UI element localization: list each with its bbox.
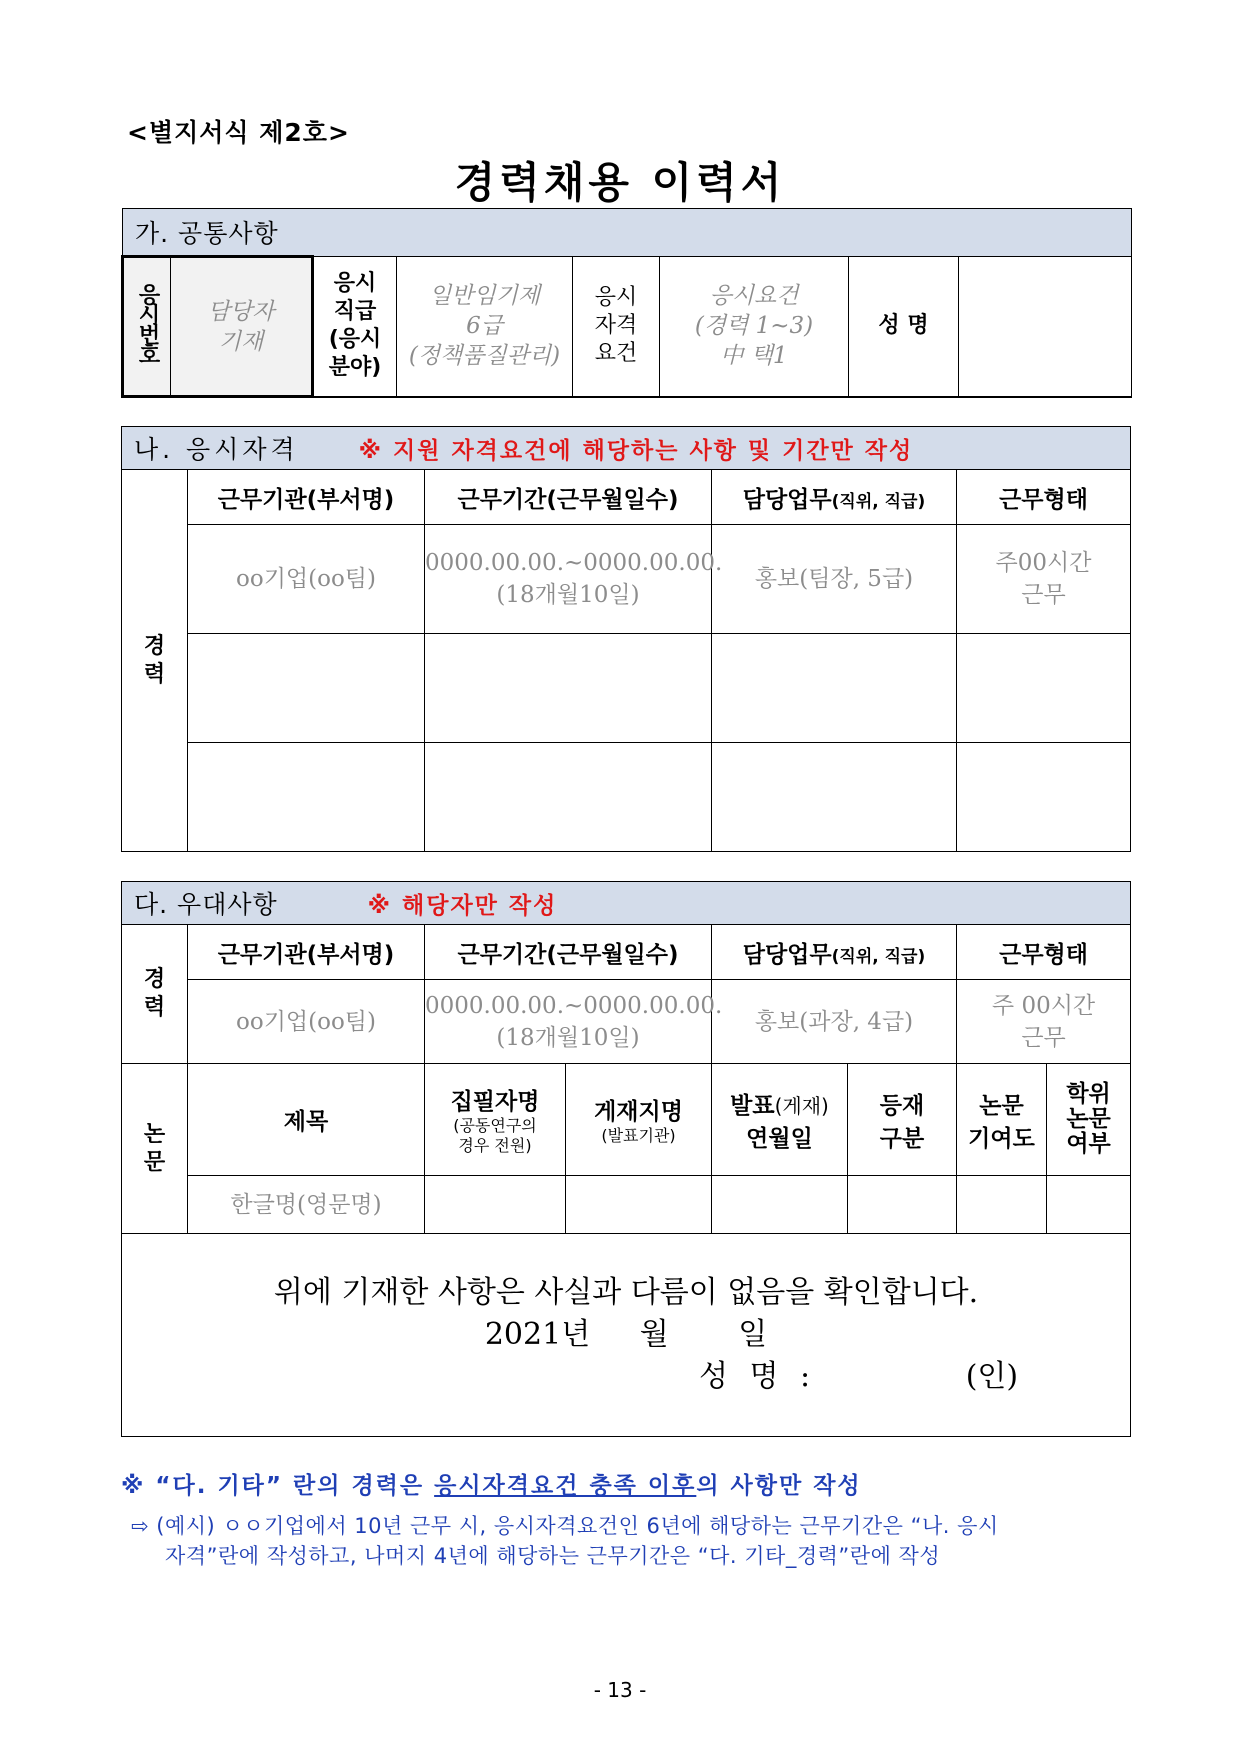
- table-row: [122, 525, 1131, 634]
- col-header-journal: 게재지명 (발표기관): [566, 1064, 712, 1176]
- career-row-label: 경 력: [122, 470, 188, 852]
- table-row: [122, 634, 1131, 743]
- cell-type[interactable]: 주 00시간 근무: [957, 980, 1131, 1064]
- cell-org[interactable]: [188, 634, 425, 743]
- qualification-value: 응시요건 (경력 1~3) 中 택1: [660, 257, 849, 397]
- table-row: [122, 1176, 1131, 1234]
- col-header-org: 근무기관(부서명): [188, 925, 425, 980]
- col-header-author: 집필자명 (공동연구의 경우 전원): [425, 1064, 566, 1176]
- cell-type[interactable]: [957, 634, 1131, 743]
- common-info-table: [121, 208, 1132, 398]
- cell-author[interactable]: [425, 1176, 566, 1234]
- qualification-career-table: [121, 426, 1131, 852]
- qualification-label: 응시 자격 요건: [573, 257, 660, 397]
- cell-org[interactable]: [188, 743, 425, 852]
- grade-label: 응시 직급 (응시 분야): [313, 257, 397, 397]
- form-code: <별지서식 제2호>: [127, 118, 350, 147]
- cell-type[interactable]: [957, 743, 1131, 852]
- col-header-type: 근무형태: [957, 470, 1131, 525]
- name-value-field[interactable]: [959, 257, 1132, 397]
- col-header-duty: 담당업무(직위, 직급): [712, 470, 957, 525]
- instruction-example: ⇨ (예시) ㅇㅇ기업에서 10년 근무 시, 응시자격요건인 6년에 해당하는 근무기간은 “나. 응시 자격”란에 작성하고, 나머지 4년에 해당하는 근무기간은 “다. 기타_경력”란에 작성: [131, 1514, 999, 1568]
- col-header-degree: 학위 논문 여부: [1047, 1064, 1131, 1176]
- page-number: - 13 -: [593, 1678, 647, 1702]
- cell-period[interactable]: 0000.00.00.~0000.00.00. (18개월10일): [425, 525, 712, 634]
- cell-contribution[interactable]: [957, 1176, 1047, 1234]
- cell-org[interactable]: oo기업(oo팀): [188, 525, 425, 634]
- col-header-date: 발표(게재) 연월일: [712, 1064, 848, 1176]
- career-row-label: 경 력: [122, 925, 188, 1064]
- section-note-qualification: ※ 지원 자격요건에 해당하는 사항 및 기간만 작성: [358, 438, 914, 464]
- section-heading-common: 가. 공통사항: [123, 209, 1132, 257]
- cell-period[interactable]: [425, 634, 712, 743]
- confirmation-signature: 성 명 : (인): [699, 1359, 1019, 1394]
- col-header-period: 근무기간(근무월일수): [425, 925, 712, 980]
- paper-row-label: 논 문: [122, 1064, 188, 1234]
- cell-listing[interactable]: [848, 1176, 957, 1234]
- col-header-org: 근무기관(부서명): [188, 470, 425, 525]
- cell-duty[interactable]: [712, 634, 957, 743]
- confirmation-statement: 위에 기재한 사항은 사실과 다름이 없음을 확인합니다.: [273, 1275, 979, 1310]
- exam-number-label: 응시번호: [123, 257, 171, 397]
- cell-duty[interactable]: 홍보(팀장, 5급): [712, 525, 957, 634]
- col-header-period: 근무기간(근무월일수): [425, 470, 712, 525]
- section-heading-preferential: 다. 우대사항 ※ 해당자만 작성: [122, 882, 1131, 925]
- cell-duty[interactable]: [712, 743, 957, 852]
- instruction-note: ※ “다. 기타” 란의 경력은 응시자격요건 충족 이후의 사항만 작성: [121, 1473, 862, 1499]
- document-title: 경력채용 이력서: [0, 150, 1240, 210]
- col-header-contribution: 논문 기여도: [957, 1064, 1047, 1176]
- preferential-items-table: [121, 881, 1131, 1437]
- cell-org[interactable]: oo기업(oo팀): [188, 980, 425, 1064]
- cell-journal[interactable]: [566, 1176, 712, 1234]
- cell-period[interactable]: 0000.00.00.~0000.00.00. (18개월10일): [425, 980, 712, 1064]
- section-heading-qualification: 나. 응시자격 ※ 지원 자격요건에 해당하는 사항 및 기간만 작성: [122, 427, 1131, 470]
- cell-paper-title[interactable]: 한글명(영문명): [188, 1176, 425, 1234]
- cell-type[interactable]: 주00시간 근무: [957, 525, 1131, 634]
- table-row: [122, 743, 1131, 852]
- table-row: [122, 980, 1131, 1064]
- confirmation-block: [122, 1234, 1131, 1437]
- col-header-type: 근무형태: [957, 925, 1131, 980]
- cell-period[interactable]: [425, 743, 712, 852]
- exam-number-value[interactable]: 담당자 기재: [171, 257, 313, 397]
- col-header-listing: 등재 구분: [848, 1064, 957, 1176]
- cell-duty[interactable]: 홍보(과장, 4급): [712, 980, 957, 1064]
- col-header-duty: 담당업무(직위, 직급): [712, 925, 957, 980]
- cell-date[interactable]: [712, 1176, 848, 1234]
- col-header-paper-title: 제목: [188, 1064, 425, 1176]
- confirmation-date: 2021년 월 일: [484, 1317, 768, 1352]
- section-note-preferential: ※ 해당자만 작성: [367, 893, 558, 919]
- grade-value: 일반임기제 6급 (정책품질관리): [397, 257, 573, 397]
- name-label: 성 명: [849, 257, 959, 397]
- cell-degree[interactable]: [1047, 1176, 1131, 1234]
